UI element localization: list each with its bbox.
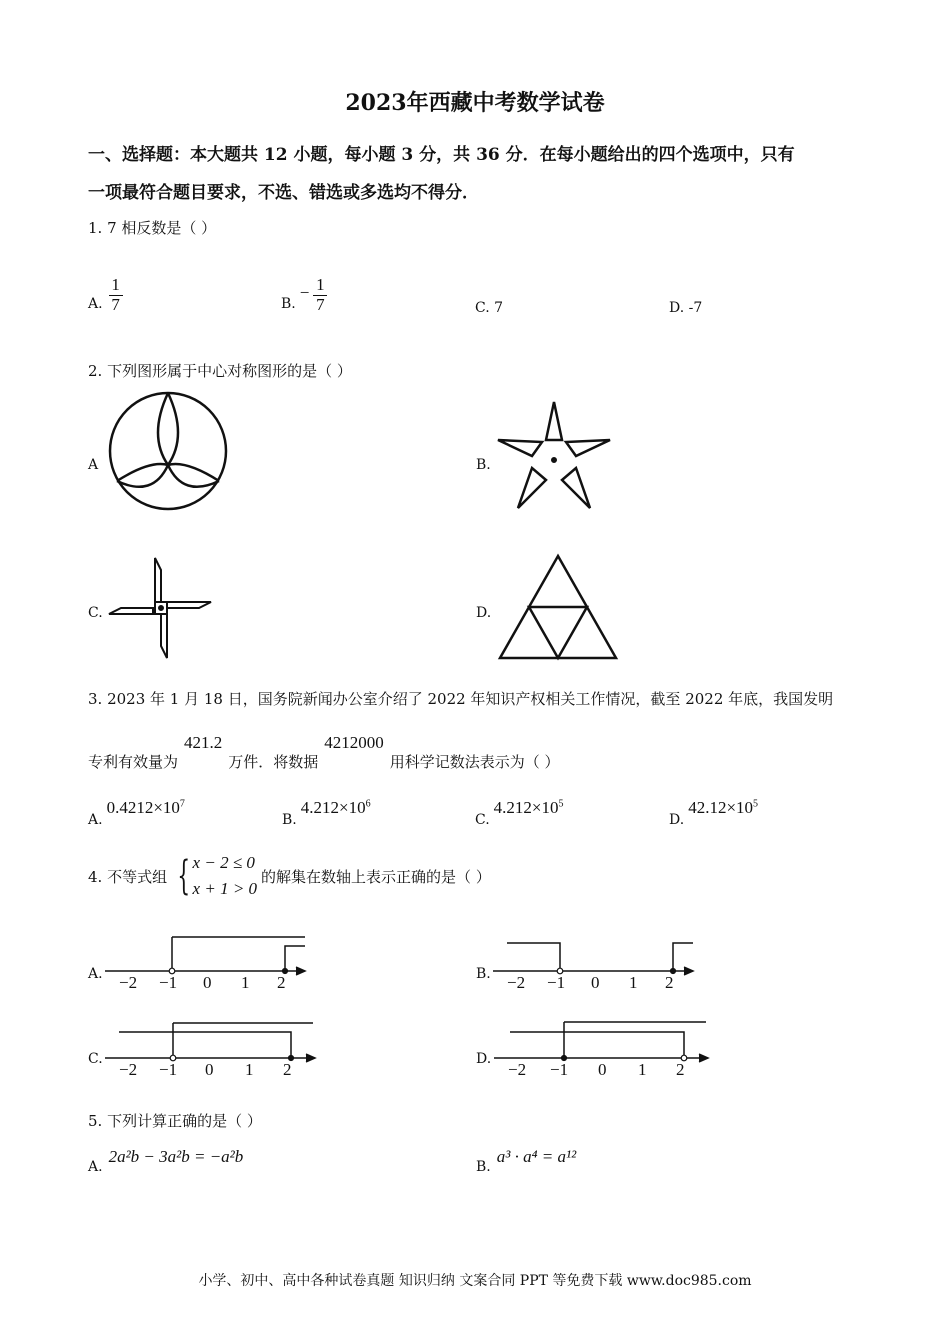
q4-pre: 4. 不等式组 <box>88 867 168 886</box>
fraction-one-seventh <box>109 276 123 314</box>
frac-numerator: 1 <box>316 275 325 294</box>
tick-label: 2 <box>283 1060 292 1079</box>
q3-option-c-label: C. <box>475 812 490 828</box>
frac-denominator: 7 <box>111 294 120 314</box>
q3-option-b-label: B. <box>282 812 297 828</box>
tick-label: −1 <box>547 973 566 992</box>
q2-stem: 2. 下列图形属于中心对称图形的是（ ） <box>88 362 352 380</box>
q5-option-a-label: A. <box>88 1159 103 1175</box>
q4-option-d-label: D. <box>476 1051 492 1067</box>
q1-option-b <box>281 276 327 314</box>
q1-option-c: C. 7 <box>475 300 504 316</box>
figure-pinwheel <box>105 552 217 664</box>
sci-exponent: 7 <box>179 798 185 810</box>
q3-option-b <box>282 798 371 828</box>
q5-option-b <box>476 1145 576 1175</box>
q1-option-a <box>88 276 123 314</box>
tick-label: −1 <box>159 973 178 992</box>
tick-label: 1 <box>245 1060 254 1079</box>
q1-option-d: D. -7 <box>669 300 703 316</box>
q3-line2 <box>88 733 560 772</box>
page-title: 2023年西藏中考数学试卷 <box>345 90 605 116</box>
q5-stem: 5. 下列计算正确的是（ ） <box>88 1112 262 1130</box>
tick-label: 2 <box>277 973 286 992</box>
sci-base: 4.212 <box>493 798 532 817</box>
q3-option-c <box>475 798 564 828</box>
inequality-2: x + 1 > 0 <box>192 879 258 899</box>
sci-exponent: 6 <box>365 798 371 810</box>
q1-stem: 1. 7 相反数是（ ） <box>88 219 217 237</box>
frac-denominator: 7 <box>316 294 325 314</box>
q5-option-a <box>88 1145 243 1175</box>
sci-expr: $4.212\times 10^6$ <box>300 798 371 817</box>
footer-text: 小学、初中、高中各种试卷真题 知识归纳 文案合同 PPT 等免费下载 www.doc985.com <box>198 1273 752 1289</box>
q3-pre: 专利有效量为 <box>88 753 179 771</box>
figure-star-pieces <box>494 398 614 514</box>
tick-label: −2 <box>119 973 138 992</box>
q4-option-c-label: C. <box>88 1051 103 1067</box>
q3-option-a <box>88 798 185 828</box>
q1-option-a-label: A. <box>88 296 103 313</box>
q2-option-c-label: C. <box>88 605 103 621</box>
fraction-one-seventh <box>313 276 327 314</box>
q5-option-b-label: B. <box>476 1159 491 1175</box>
tick-label: −1 <box>550 1060 569 1079</box>
q4-option-a-label: A. <box>88 966 103 982</box>
tick-label: 0 <box>203 973 212 992</box>
figure-circle-three-arcs <box>105 388 231 514</box>
tick-label: 0 <box>598 1060 607 1079</box>
q3-option-d <box>669 798 758 828</box>
q5-option-a-expr: 2a²b − 3a²b = −a²b <box>108 1147 244 1166</box>
q3-post: 用科学记数法表示为（ ） <box>389 753 560 771</box>
inequality-1: x − 2 ≤ 0 <box>192 853 255 872</box>
frac-numerator: 1 <box>111 275 120 294</box>
value-421-2: 421.2 <box>184 733 223 752</box>
sci-exponent: 5 <box>753 798 759 810</box>
q1-option-b-label: B. <box>281 296 296 313</box>
tick-label: 1 <box>629 973 638 992</box>
tick-label: 1 <box>638 1060 647 1079</box>
value-4212000: 4212000 <box>324 733 384 752</box>
sci-expr: $4.212\times 10^5$ <box>493 798 564 817</box>
tick-label: 1 <box>241 973 250 992</box>
sci-base: 0.4212 <box>106 798 154 817</box>
q2-option-b-label: B. <box>476 457 491 473</box>
brace: { <box>177 853 191 900</box>
q3-option-d-label: D. <box>669 812 685 828</box>
section-instructions-line1: 一、选择题：本大题共 12 小题，每小题 3 分，共 36 分．在每小题给出的四个选项中，只有 <box>88 145 795 165</box>
sci-expr: $42.12\times 10^5$ <box>688 798 759 817</box>
tick-label: −2 <box>508 1060 527 1079</box>
tick-label: −2 <box>507 973 526 992</box>
tick-label: 0 <box>591 973 600 992</box>
q4-option-b-label: B. <box>476 966 491 982</box>
tick-label: −1 <box>159 1060 178 1079</box>
tick-label: −2 <box>119 1060 138 1079</box>
section-instructions-line2: 一项最符合题目要求，不选、错选或多选均不得分． <box>88 183 479 203</box>
q5-option-b-expr: a³ · a⁴ = a¹² <box>496 1147 577 1166</box>
q3-line1: 3. 2023 年 1 月 18 日，国务院新闻办公室介绍了 2022 年知识产权相关工作情况，截至 2022 年底，我国发明 <box>88 690 834 708</box>
tick-label: 2 <box>665 973 674 992</box>
tick-label: 0 <box>205 1060 214 1079</box>
q3-mid: 万件．将数据 <box>228 753 319 771</box>
q4-post: 的解集在数轴上表示正确的是（ ） <box>261 867 491 886</box>
sci-exponent: 5 <box>558 798 564 810</box>
q2-option-d-label: D. <box>476 605 492 621</box>
sci-expr: $0.4212\times 10^7$ <box>106 798 185 817</box>
q2-option-a-label: A <box>88 457 99 473</box>
minus-sign: − <box>299 283 310 303</box>
figure-triangle-subdivided <box>496 552 620 662</box>
q4-stem <box>88 850 491 903</box>
q3-option-a-label: A. <box>88 812 103 828</box>
inequality-system <box>193 850 258 903</box>
sci-base: 4.212 <box>300 798 339 817</box>
tick-label: 2 <box>676 1060 685 1079</box>
sci-base: 42.12 <box>688 798 727 817</box>
